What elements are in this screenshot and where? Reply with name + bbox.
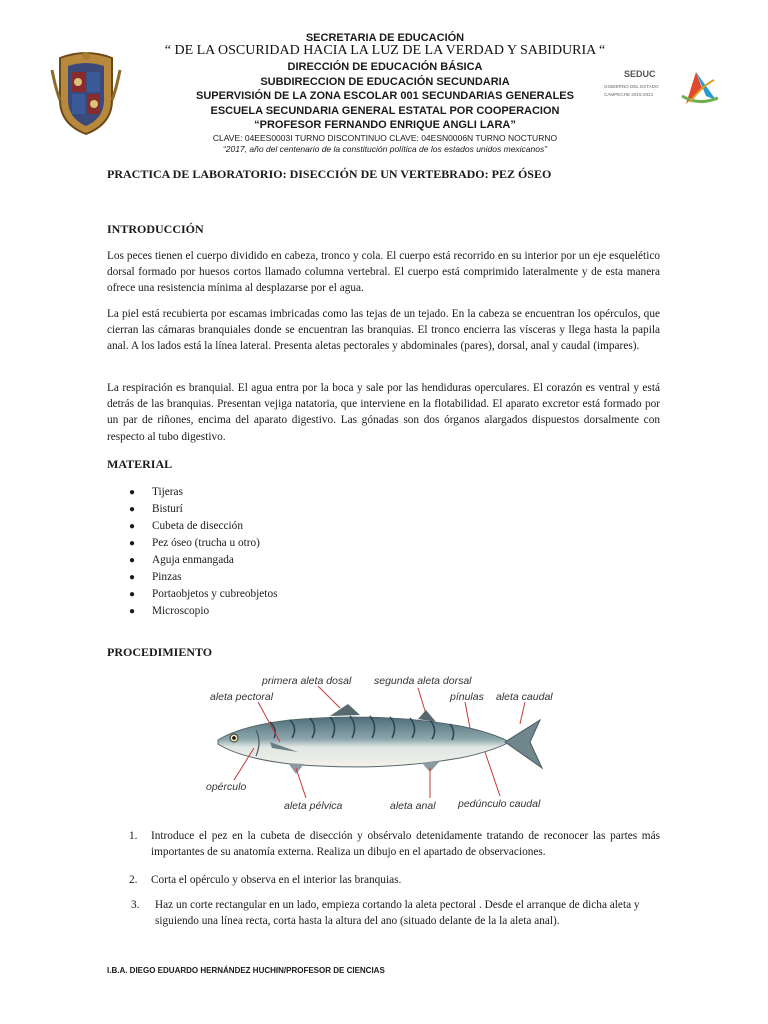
state-crest-logo: [50, 50, 122, 138]
material-list: [107, 484, 278, 620]
seduc-logo: [598, 66, 720, 108]
header-motto: “ DE LA OSCURIDAD HACIA LA LUZ DE LA VERDAD Y SABIDURIA “: [164, 43, 606, 58]
list-item: ● Portaobjetos y cubreobjetos: [107, 586, 278, 603]
procedure-step-1: [107, 828, 660, 862]
header-profesor: “PROFESOR FERNANDO ENRIQUE ANGLI LARA”: [254, 119, 516, 131]
list-item: ● Pinzas: [107, 569, 278, 586]
header-supervision: SUPERVISIÓN DE LA ZONA ESCOLAR 001 SECUNDARIAS GENERALES: [196, 90, 574, 102]
header-subdireccion: SUBDIRECCION DE EDUCACIÓN SECUNDARIA: [260, 76, 510, 88]
seduc-logo-sub2: CAMPECHE 2015-2021: [604, 92, 654, 97]
step-text: Haz un corte rectangular en un lado, empieza cortando la aleta pectoral . Desde el arranque de dicha aleta y siguiendo una línea recta, corta hasta la altura del ano (situado delante de la la aleta anal).: [155, 899, 640, 928]
step-number: 2.: [129, 874, 138, 886]
caudal-fin: [505, 720, 542, 768]
label-pelvica: aleta pélvica: [284, 800, 343, 812]
bullet-icon: ●: [129, 589, 136, 600]
bullet-icon: ●: [129, 538, 136, 549]
step-text: Corta el opérculo y observa en el interior las branquias.: [151, 874, 402, 886]
bullet-icon: ●: [129, 555, 136, 566]
material-heading: MATERIAL: [107, 457, 173, 471]
label-primera-dorsal: primera aleta dosal: [262, 675, 352, 687]
label-segunda-dorsal: segunda aleta dorsal: [374, 675, 472, 687]
label-caudal: aleta caudal: [496, 691, 553, 703]
label-pectoral: aleta pectoral: [210, 691, 274, 703]
seduc-logo-sub1: GOBIERNO DEL ESTADO: [604, 84, 659, 89]
header-secretaria: SECRETARIA DE EDUCACIÓN: [305, 32, 465, 44]
list-item: ● Aguja enmangada: [107, 552, 278, 569]
list-item: ● Bisturí: [107, 501, 278, 518]
list-item: ● Pez óseo (trucha u otro): [107, 535, 278, 552]
bullet-icon: ●: [129, 572, 136, 583]
bullet-icon: ●: [129, 606, 136, 617]
header-escuela: ESCUELA SECUNDARIA GENERAL ESTATAL POR COOPERACION: [210, 105, 560, 117]
step-text: Introduce el pez en la cubeta de disección y obsérvalo detenidamente tratando de reconocer las partes más importantes de su anatomía externa. Realiza un dibujo en el apartado de observaciones.: [151, 830, 660, 859]
intro-paragraph-2: La piel está recubierta por escamas imbricadas como las tejas de un tejado. En la cabeza se encuentran los opérculos, que cierran las cámaras branquiales donde se encuentran las branquias. El tronco encierra las vísceras y llega hasta la papila anal. A los lados está la línea lateral. Presenta aletas pectorales y abdominales (pares), dorsal, anal y caudal (impares).: [107, 308, 660, 353]
fish-body: [218, 717, 510, 767]
intro-heading: INTRODUCCIÓN: [107, 222, 204, 236]
procedure-step-2: [107, 872, 660, 890]
list-item: ● Microscopio: [107, 603, 278, 620]
procedimiento-heading: PROCEDIMIENTO: [107, 645, 213, 659]
label-pedunculo: pedúnculo caudal: [458, 798, 541, 810]
header-clave: CLAVE: 04EES0003I TURNO DISCONTINUO CLAVE: 04ESN0006N TURNO NOCTURNO: [212, 133, 558, 143]
bullet-icon: ●: [129, 521, 136, 532]
list-item: ● Cubeta de disección: [107, 518, 278, 535]
label-pinulas: pínulas: [450, 691, 484, 703]
page-footer: I.B.A. DIEGO EDUARDO HERNÁNDEZ HUCHIN/PROFESOR DE CIENCIAS: [107, 966, 385, 975]
step-number: 3.: [131, 899, 140, 911]
intro-paragraph-1: Los peces tienen el cuerpo dividido en cabeza, tronco y cola. El cuerpo está recorrido en su interior por un eje esquelético dorsal formado por huesos cortos llamado columna vertebral. El cuerpo está comprimido lateralmente y de esta manera ofrece una resistencia mínima al desplazarse por el agua.: [107, 250, 660, 295]
seduc-logo-text: SEDUC: [624, 69, 656, 79]
label-operculo: opérculo: [206, 781, 247, 793]
list-item: ● Tijeras: [107, 484, 278, 501]
intro-paragraph-3: La respiración es branquial. El agua entra por la boca y sale por las hendiduras operculares. El corazón es ventral y está detrás de las branquias. Presentan vejiga natatoria, que interviene en la flotabilidad. El aparato excretor está formado por un par de riñones, encima del aparato digestivo. Las gónadas son dos órganos alargados dispuestos dorsalmente con respecto al tubo digestivo.: [107, 382, 660, 443]
bullet-icon: ●: [129, 504, 136, 515]
page-title: PRACTICA DE LABORATORIO: DISECCIÓN DE UN VERTEBRADO: PEZ ÓSEO: [107, 167, 552, 181]
fish-anatomy-diagram: [200, 668, 570, 818]
step-number: 1.: [129, 830, 138, 842]
first-dorsal-fin: [330, 704, 360, 716]
header-direccion: DIRECCIÓN DE EDUCACIÓN BÁSICA: [287, 61, 483, 73]
label-anal: aleta anal: [390, 800, 436, 812]
procedure-step-3: [107, 897, 660, 931]
header-centenario: “2017, año del centenario de la constitución política de los estados unidos mexicanos”: [222, 144, 548, 154]
bullet-icon: ●: [129, 487, 136, 498]
